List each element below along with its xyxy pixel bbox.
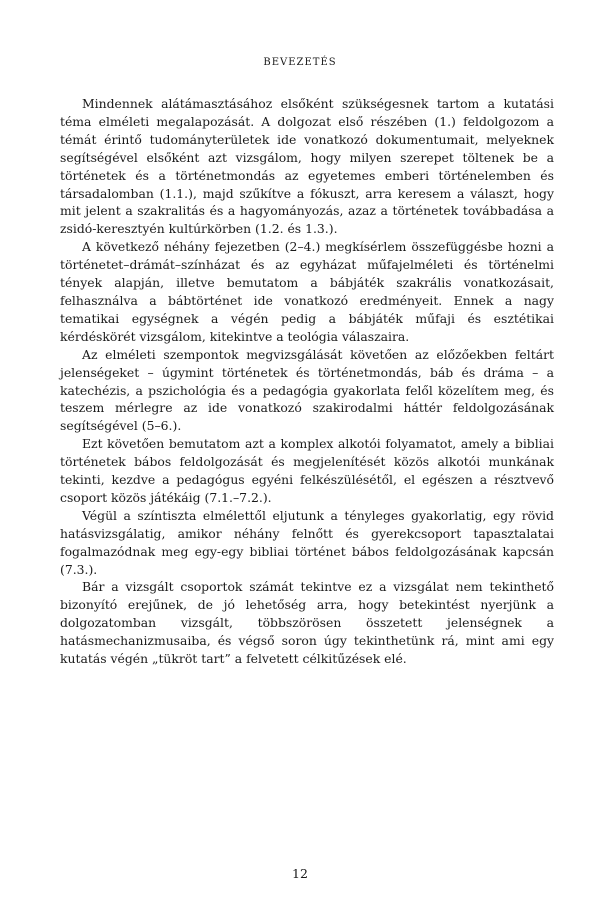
paragraph: Mindennek alátámasztásához elsőként szükségesnek tartom a kutatási téma elméleti megalapozását. A dolgozat első részében (1.) feldolgozom a témát érintő tudományterületek ide vonatkozó dokumentumait, melyeknek segítségével elsőként azt vizsgálom, hogy milyen szerepet töltenek be a történetek és a történetmondás az egyetemes emberi történelemben és társadalomban (1.1.), majd szűkítve a fókuszt, arra keresem a választ, hogy mit jelent a szakralitás és a hagyományozás, azaz a történetek továbbadása a zsidó-keresztyén kultúrkörben (1.2. és 1.3.). (60, 96, 554, 237)
body-text (60, 95, 554, 668)
running-head: BEVEZETÉS (263, 57, 337, 68)
page-number: 12 (292, 866, 308, 881)
paragraph: Végül a színtiszta elmélettől eljutunk a tényleges gyakorlatig, egy rövid hatásvizsgálatig, amikor néhány felnőtt és gyerekcsoport tapasztalatai fogalmazódnak meg egy-egy bibliai történet bábos feldolgozásának kapcsán (7.3.). (60, 507, 554, 577)
paragraph: Bár a vizsgált csoportok számát tekintve ez a vizsgálat nem tekinthető bizonyító erejűnek, de jó lehetőség arra, hogy betekintést nyerjünk a dolgozatomban vizsgált, többszörösen összetett jelenségnek a hatásmechanizmusaiba, és végső soron úgy tekinthetünk rá, mint ami egy kutatás végén „tükröt tart” a felvetett célkitűzések elé. (60, 579, 554, 667)
paragraph: Ezt követően bemutatom azt a komplex alkotói folyamatot, amely a bibliai történetek bábos feldolgozását és megjelenítését közös alkotói munkának tekinti, kezdve a pedagógus egyéni felkészülésétől, el egészen a résztvevő csoport közös játékáig (7.1.–7.2.). (60, 436, 554, 505)
paragraph: A következő néhány fejezetben (2–4.) megkísérlem összefüggésbe hozni a történetet–drámát–színházat és az egyházat műfajelméleti és történelmi tények alapján, illetve bemutatom a bábjáték szakrális vonatkozásait, felhasználva a bábtörténet ide vonatkozó eredményeit. Ennek a nagy tematikai egységnek a végén pedig a bábjáték műfaji és esztétikai kérdéskörét vizsgálom, kitekintve a teológia válaszaira. (60, 239, 554, 344)
paragraph: Az elméleti szempontok megvizsgálását követően az előzőekben feltárt jelenségeket – úgymint történetek és történetmondás, báb és dráma – a katechézis, a pszichológia és a pedagógia gyakorlata felől közelítem meg, és teszem mérlegre az ide vonatkozó szakirodalmi háttér feldolgozásának segítségével (5–6.). (60, 346, 554, 434)
